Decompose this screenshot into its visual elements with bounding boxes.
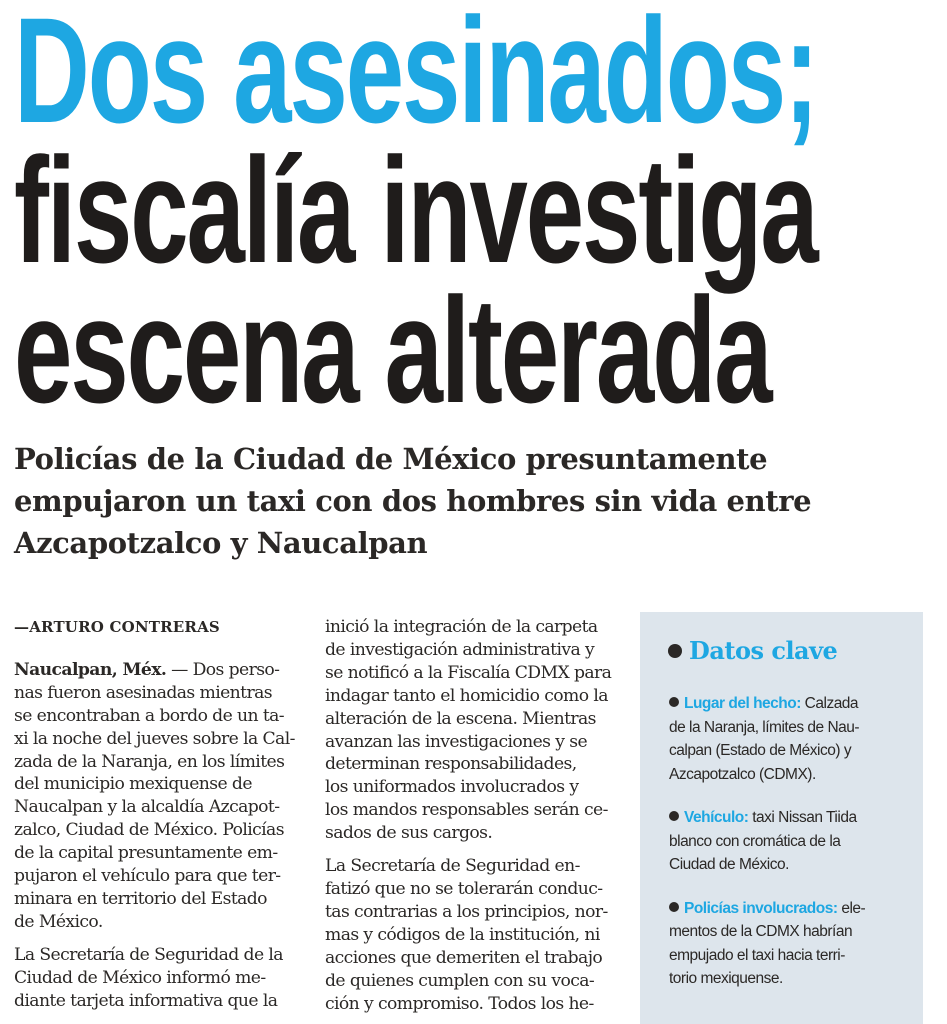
article-line: minara en territorio del Estado — [14, 888, 267, 909]
article-line: determinan responsabilidades, — [325, 754, 577, 775]
article-line: de investigación administrativa y — [325, 639, 595, 660]
article-line: del municipio mexiquense de — [14, 774, 252, 795]
key-fact-text: de la Naranja, límites de Nau- — [669, 718, 860, 736]
subheadline-line: Policías de la Ciudad de México presuntamente — [14, 442, 768, 476]
article-line: de quienes cumplen con su voca- — [325, 970, 595, 991]
key-fact-text: Calzada — [800, 695, 859, 712]
key-fact-label: Lugar del hecho: — [684, 695, 801, 712]
article-column-2 — [325, 616, 615, 1015]
headline-line-2: fiscalía investiga — [14, 126, 817, 294]
key-fact-label: Policías involucrados: — [684, 899, 838, 917]
article-line: de México. — [14, 911, 103, 932]
headline-line-3: escena alterada — [14, 266, 771, 434]
article-column-1 — [14, 616, 304, 1013]
bullet-icon — [669, 697, 679, 707]
article-line: los mandos responsables serán ce- — [325, 800, 608, 821]
article-line: alteración de la escena. Mientras — [325, 708, 596, 729]
key-fact-item — [669, 897, 919, 991]
bullet-icon — [668, 644, 682, 658]
byline: —ARTURO CONTRERAS — [14, 618, 220, 636]
key-facts-list — [669, 692, 919, 1011]
article-line: zada de la Naranja, en los límites — [14, 751, 285, 772]
article-line: los uniformados involucrados y — [325, 777, 579, 798]
article-line: indagar tanto el homicidio como la — [325, 685, 608, 706]
key-fact-text: Ciudad de México. — [669, 856, 789, 873]
article-line: de la capital presuntamente em- — [14, 843, 278, 864]
key-fact-text: ele- — [837, 899, 866, 917]
article-line: mas y códigos de la institución, ni — [325, 924, 600, 945]
key-facts-title — [668, 636, 837, 665]
key-fact-text: mentos de la CDMX habrían — [669, 923, 853, 940]
article-line: avanzan las investigaciones y se — [325, 731, 588, 752]
key-fact-text: torio mexiquense. — [669, 970, 783, 987]
key-facts-title-text: Datos clave — [689, 636, 838, 665]
article-text: — Dos perso- — [166, 659, 280, 680]
article-line: Ciudad de México informó me- — [14, 967, 266, 988]
bullet-icon — [669, 811, 679, 821]
subheadline-line: Azcapotzalco y Naucalpan — [14, 526, 428, 560]
article-line: se notificó a la Fiscalía CDMX para — [325, 662, 612, 683]
article-line: zalco, Ciudad de México. Policías — [14, 820, 284, 841]
article-line: fatizó que no se tolerarán conduc- — [325, 878, 603, 899]
article-line: se encontraban a bordo de un ta- — [14, 705, 284, 726]
article-line: nas fueron asesinadas mientras — [14, 682, 272, 703]
paragraph — [325, 855, 615, 1015]
article-line: La Secretaría de Seguridad en- — [325, 856, 580, 877]
subheadline-line: empujaron un taxi con dos hombres sin vida entre — [14, 484, 812, 518]
dateline: Naucalpan, Méx. — [14, 659, 167, 680]
key-fact-text: taxi Nissan Tiida — [748, 809, 857, 826]
article-line: pujaron el vehículo para que ter- — [14, 866, 281, 887]
bullet-icon — [669, 902, 679, 912]
article-line: inició la integración de la carpeta — [325, 617, 598, 637]
subheadline — [14, 438, 914, 564]
article-line: La Secretaría de Seguridad de la — [14, 944, 283, 965]
key-fact-item — [669, 806, 919, 877]
key-facts-box — [640, 612, 923, 1024]
paragraph — [325, 616, 615, 845]
article-line: sados de sus cargos. — [325, 823, 493, 844]
paragraph — [14, 944, 304, 1013]
key-fact-label: Vehículo: — [684, 809, 749, 826]
article-line: Naucalpan y la alcaldía Azcapot- — [14, 797, 280, 818]
key-fact-item — [669, 692, 919, 786]
article-line: diante tarjeta informativa que la — [14, 990, 278, 1011]
article-line: acciones que demeriten el trabajo — [325, 947, 603, 968]
key-fact-text: empujado el taxi hacia terri- — [669, 946, 845, 964]
headline — [14, 0, 817, 434]
key-fact-text: Azcapotzalco (CDMX). — [669, 765, 816, 783]
paragraph — [14, 682, 304, 934]
key-fact-text: blanco con cromática de la — [669, 832, 841, 850]
article-line — [14, 659, 304, 682]
article-line: ción y compromiso. Todos los he- — [325, 993, 594, 1014]
key-fact-text: calpan (Estado de México) y — [669, 742, 852, 759]
headline-line-1: Dos asesinados; — [14, 0, 817, 154]
article-line: xi la noche del jueves sobre la Cal- — [14, 728, 295, 749]
article-line: tas contrarias a los principios, nor- — [325, 901, 608, 922]
